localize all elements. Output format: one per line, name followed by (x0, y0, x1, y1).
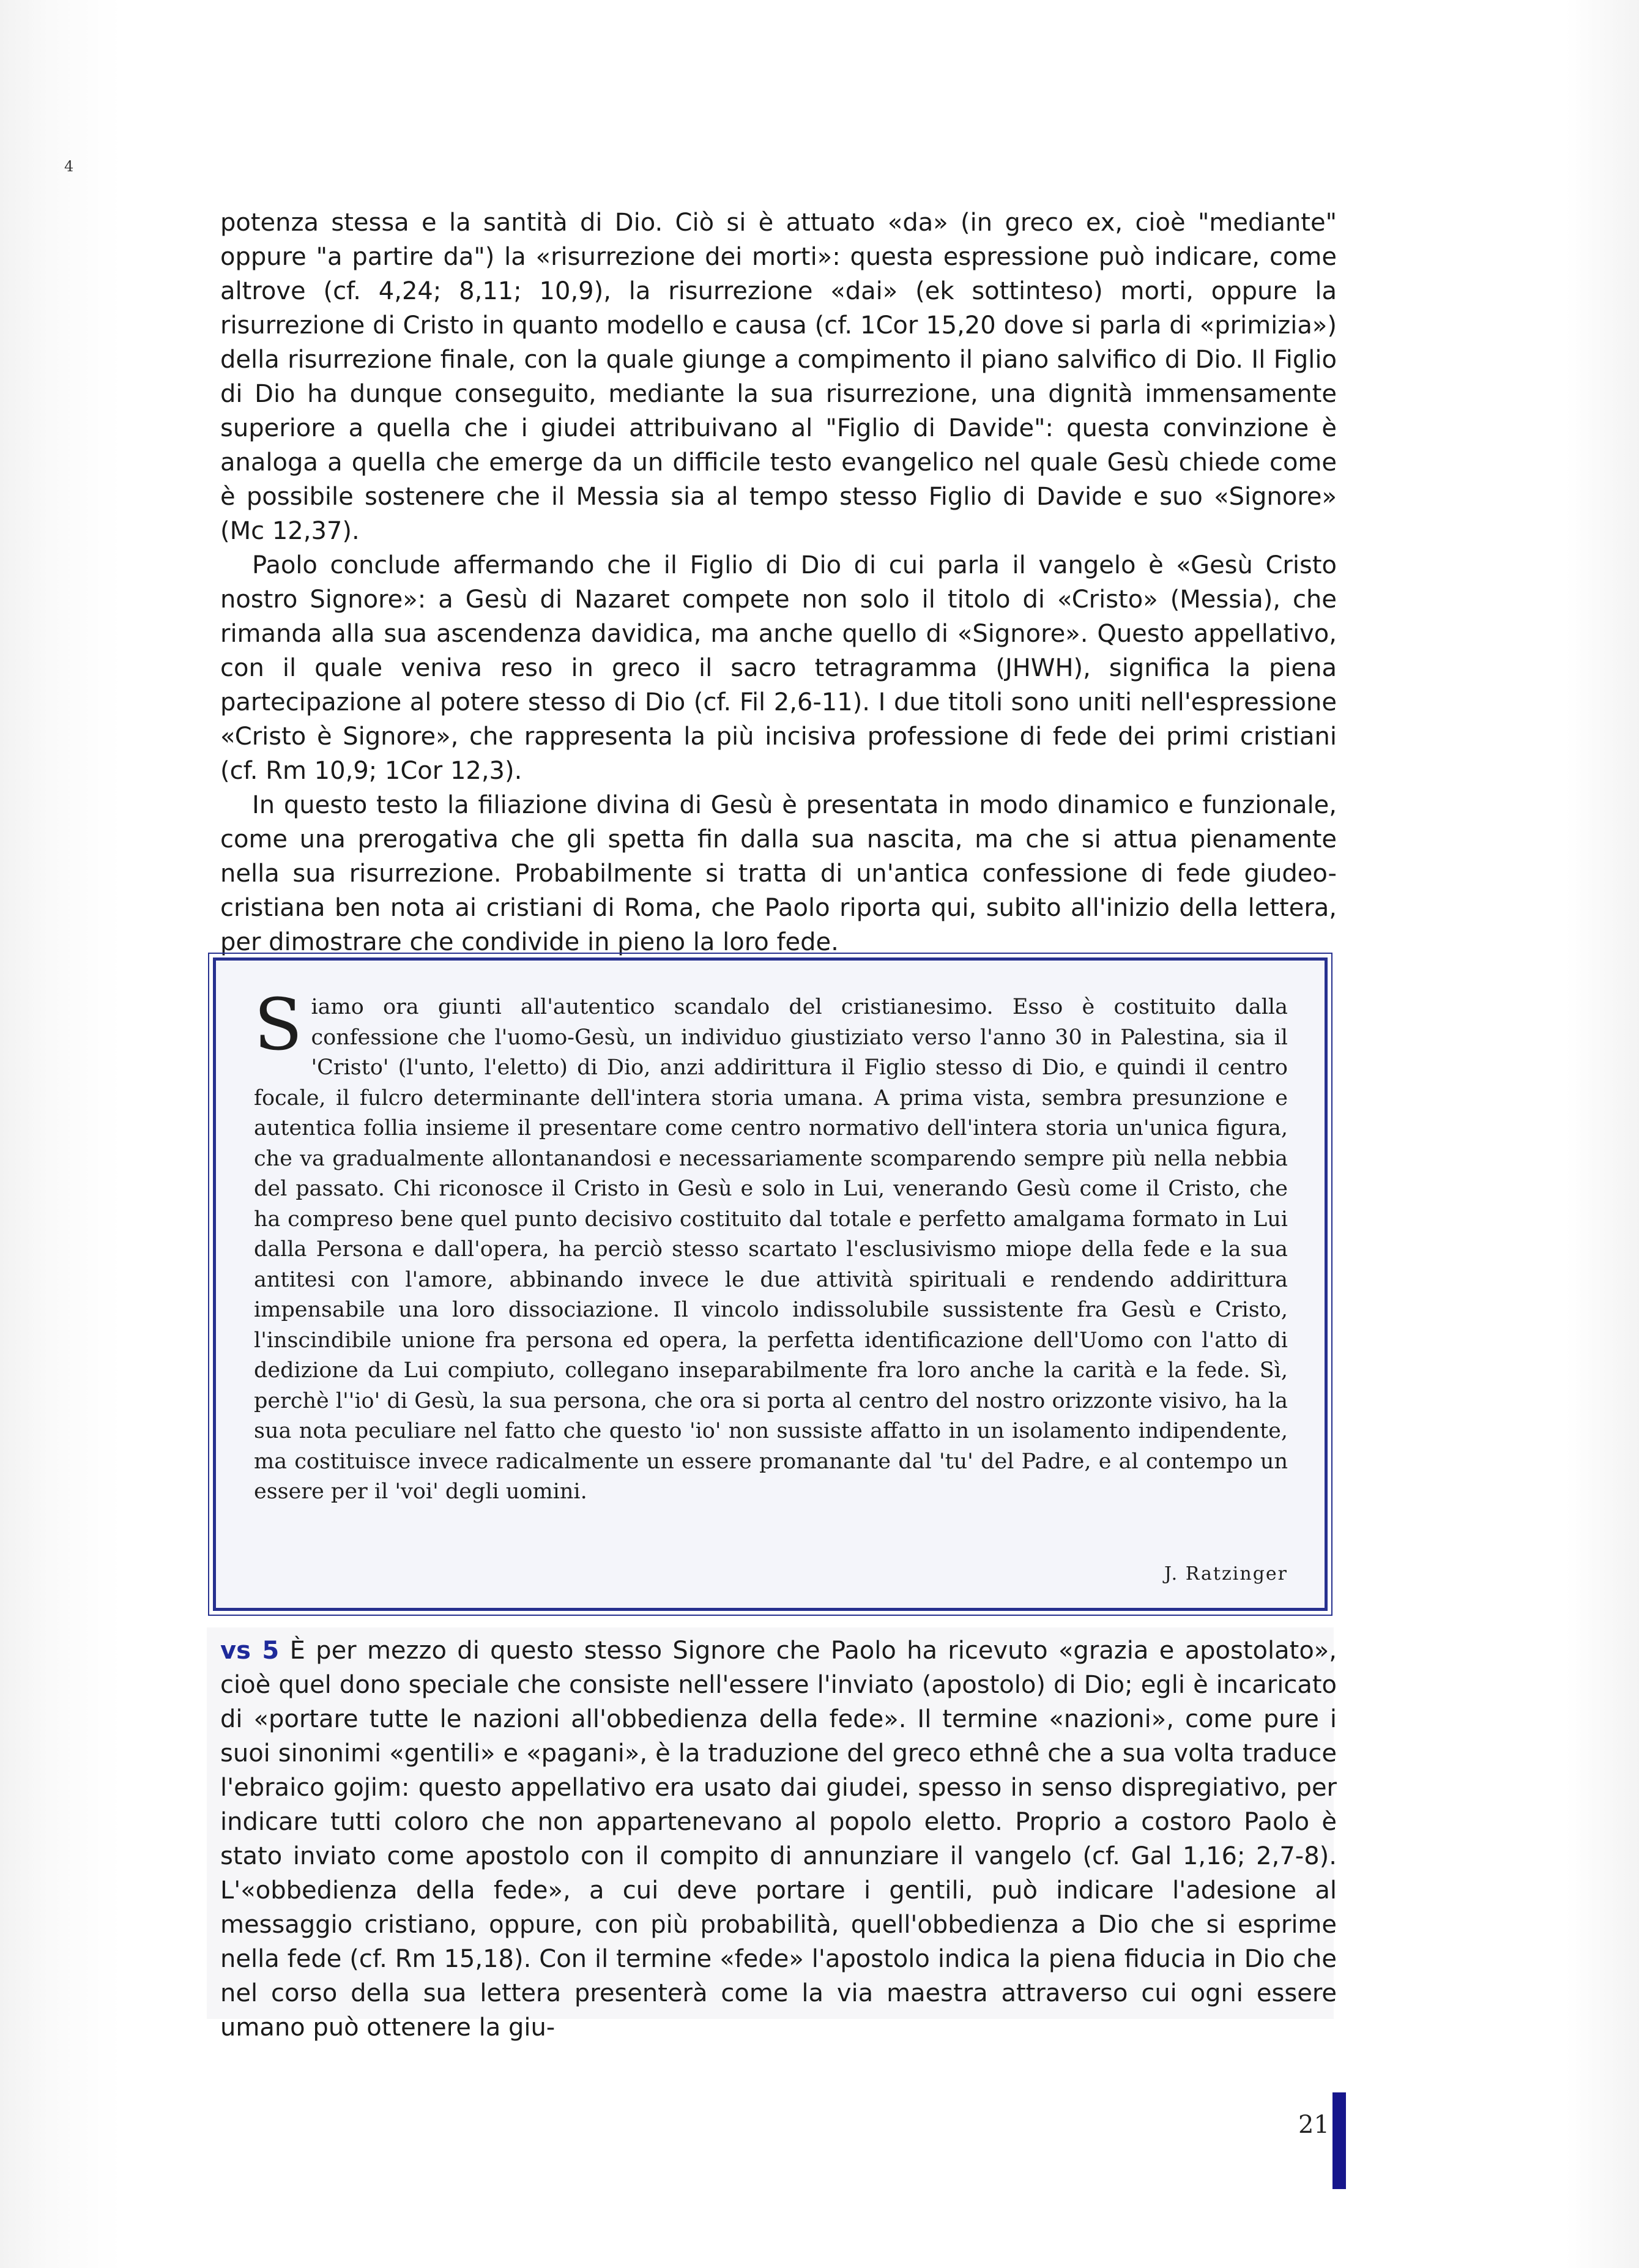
verse-text: È per mezzo di questo stesso Signore che Paolo ha ricevuto «grazia e apostolato», cioè quel dono speciale che consiste nell'essere l'inviato (apostolo) di Dio; egli è incaricato di «portare tutte le nazioni all'obbedienza della fede». Il termine «nazioni», come pure i suoi sinonimi «gentili» e «pagani», è la traduzione del greco ethnê che a sua volta traduce l'ebraico gojim: questo appellativo era usato dai giudei, spesso in senso dispregiativo, per indicare tutti coloro che non appartenevano al popolo eletto. Proprio a costoro Paolo è stato inviato come apostolo con il compito di annunziare il vangelo (cf. Gal 1,16; 2,7-8). L'«obbedienza della fede», a cui deve portare i gentili, può indicare l'adesione al messaggio cristiano, oppure, con più probabilità, quell'obbedienza a Dio che si esprime nella fede (cf. Rm 15,18). Con il termine «fede» l'apostolo indica la piena fiducia in Dio che nel corso della sua lettera presenterà come la via maestra attraverso cui ogni essere umano può ottenere la giu- (220, 1637, 1337, 2042)
drop-cap: S (254, 984, 303, 1066)
corner-page-number: 4 (64, 158, 74, 175)
quote-signature: J. Ratzinger (1164, 1563, 1288, 1585)
page-edge-bar (1332, 2092, 1346, 2189)
paragraph-1: potenza stessa e la santità di Dio. Ciò si è attuato «da» (in greco ex, cioè "mediante" oppure "a partire da") la «risurrezione dei morti»: questa espressione può indicare, come altrove (cf. 4,24; 8,11; 10,9), la risurrezione «dai» (ek sottinteso) morti, oppure la risurrezione di Cristo in quanto modello e causa (cf. 1Cor 15,20 dove si parla di «primizia») della risurrezione finale, con la quale giunge a compimento il piano salvifico di Dio. Il Figlio di Dio ha dunque conseguito, mediante la sua risurrezione, una dignità immensamente superiore a quella che i giudei attribuivano al "Figlio di Davide": questa convinzione è analoga a quella che emerge da un difficile testo evangelico nel quale Gesù chiede come è possibile sostenere che il Messia sia al tempo stesso Figlio di Davide e suo «Signore» (Mc 12,37). (220, 209, 1337, 545)
quote-box (213, 957, 1328, 1611)
top-text-column (220, 206, 1337, 959)
verse-paragraph (220, 1634, 1337, 2045)
paragraph-2: Paolo conclude affermando che il Figlio di Dio di cui parla il vangelo è «Gesù Cristo nostro Signore»: a Gesù di Nazaret compete non solo il titolo di «Cristo» (Messia), che rimanda alla sua ascendenza davidica, ma anche quello di «Signore». Questo appellativo, con il quale veniva reso in greco il sacro tetragramma (JHWH), significa la piena partecipazione al potere stesso di Dio (cf. Fil 2,6-11). I due titoli sono uniti nell'espressione «Cristo è Signore», che rappresenta la più incisiva professione di fede dei primi cristiani (cf. Rm 10,9; 1Cor 12,3). (220, 551, 1337, 785)
verse-label: vs 5 (220, 1637, 280, 1665)
quote-text (254, 984, 1288, 1508)
paragraph-3: In questo testo la filiazione divina di Gesù è presentata in modo dinamico e funzionale, come una prerogativa che gli spetta fin dalla sua nascita, ma che si attua pienamente nella sua risurrezione. Probabilmente si tratta di un'antica confessione di fede giudeo-cristiana ben nota ai cristiani di Roma, che Paolo riporta qui, subito all'inizio della lettera, per dimostrare che condivide in pieno la loro fede. (220, 791, 1337, 956)
bottom-text-column (220, 1634, 1337, 2045)
quote-body: iamo ora giunti all'autentico scandalo del cristianesimo. Esso è costituito dalla confessione che l'uomo-Gesù, un individuo giustiziato verso l'anno 30 in Palestina, sia il 'Cristo' (l'unto, l'eletto) di Dio, anzi addirittura il Figlio stesso di Dio, e quindi il centro focale, il fulcro determinante dell'intera storia umana. A prima vista, sembra presunzione e autentica follia insieme il presentare come centro normativo dell'intera storia un'unica figura, che va gradualmente allontanandosi e necessariamente scomparendo sempre più nella nebbia del passato. Chi riconosce il Cristo in Gesù e solo in Lui, venerando Gesù come il Cristo, che ha compreso bene quel punto decisivo costituito dal totale e perfetto amalgama formato in Lui dalla Persona e dall'opera, ha perciò stesso scartato l'esclusivismo miope della fede e la sua antitesi con l'amore, abbinando invece le due attività spirituali e rendendo addirittura impensabile una loro dissociazione. Il vincolo indissolubile sussistente fra Gesù e Cristo, l'inscindibile unione fra persona ed opera, la perfetta identificazione dell'Uomo con l'atto di dedizione da Lui compiuto, collegano inseparabilmente fra loro anche la carità e la fede. Sì, perchè l''io' di Gesù, la sua persona, che ora si porta al centro del nostro orizzonte visivo, ha la sua nota peculiare nel fatto che questo 'io' non sussiste affatto in un isolamento indipendente, ma costituisce invece radicalmente un essere promanante dal 'tu' del Padre, e al contempo un essere per il 'voi' degli uomini. (254, 995, 1288, 1504)
page-number: 21 (1298, 2111, 1329, 2139)
